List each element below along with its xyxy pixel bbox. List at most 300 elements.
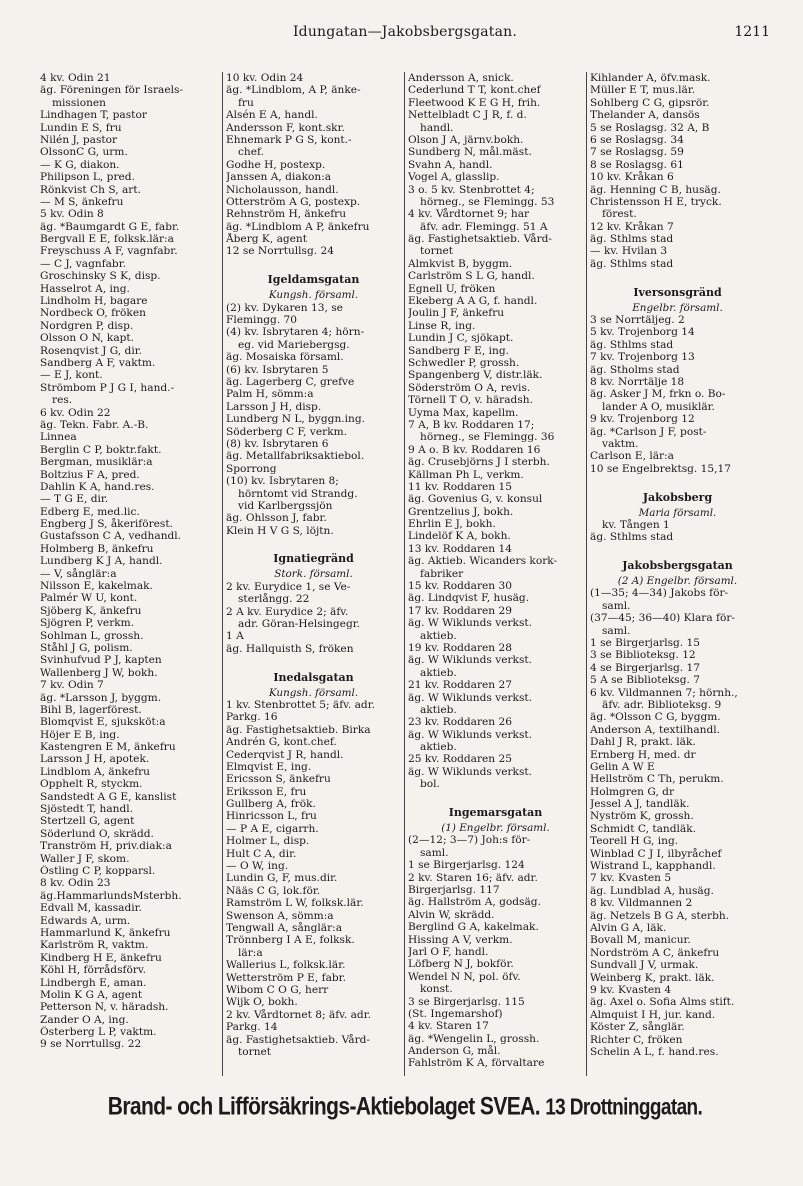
directory-entry: — T G E, dir. bbox=[40, 493, 109, 506]
directory-entry: 7 A, B kv. Roddaren 17; bbox=[408, 418, 535, 431]
directory-entry: (8) kv. Isbrytaren 6 bbox=[226, 437, 329, 450]
directory-entry: Sohlberg C G, gipsrör. bbox=[590, 96, 710, 109]
directory-entry: eg. vid Mariebergsg. bbox=[238, 338, 350, 351]
directory-entry: Kastengren E M, änkefru bbox=[40, 741, 176, 754]
directory-entry: 11 kv. Roddaren 15 bbox=[408, 480, 512, 493]
directory-entry: tornet bbox=[238, 1045, 272, 1058]
directory-column-4 bbox=[586, 72, 768, 1076]
directory-entry: Holmberg B, änkefru bbox=[40, 542, 154, 555]
directory-entry: (2 A) Engelbr. församl. bbox=[617, 575, 738, 588]
directory-entry: Karlström R, vaktm. bbox=[40, 939, 149, 952]
directory-entry: Waller J F, skom. bbox=[40, 852, 130, 865]
directory-entry: Jarl O F, handl. bbox=[408, 945, 489, 958]
directory-entry: Gullberg A, frök. bbox=[226, 798, 316, 811]
directory-entry: Boltzius F A, pred. bbox=[40, 468, 140, 481]
directory-entry: Ernberg H, med. dr bbox=[590, 748, 696, 761]
directory-entry: Fleetwood K E G H, frih. bbox=[408, 96, 541, 109]
directory-entry: hörneg., se Flemingg. 36 bbox=[420, 431, 555, 444]
directory-entry: Cederqvist J R, handl. bbox=[226, 748, 344, 761]
directory-entry: Sandberg A F, vaktm. bbox=[40, 356, 156, 369]
directory-entry bbox=[226, 258, 401, 270]
directory-entry: — E J, kont. bbox=[40, 369, 103, 382]
directory-entry: 1 se Birgerjarlsg. 124 bbox=[408, 859, 525, 872]
directory-entry: 10 kv. Odin 24 bbox=[226, 72, 304, 84]
directory-entry bbox=[590, 475, 765, 487]
directory-entry: Svinhufvud P J, kapten bbox=[40, 654, 162, 667]
directory-entry: Wistrand L, kapphandl. bbox=[590, 860, 716, 873]
directory-entry: 21 kv. Roddaren 27 bbox=[408, 679, 512, 692]
directory-entry: Sjöstedt T, handl. bbox=[40, 803, 134, 816]
directory-entry: Nyström K, grossh. bbox=[590, 810, 694, 823]
directory-entry: äg. *Carlson J F, post- bbox=[590, 425, 707, 438]
directory-entry: Jakobsbergsgatan bbox=[622, 559, 733, 573]
directory-entry: Groschinsky S K, disp. bbox=[40, 270, 161, 283]
directory-entry: Klein H V G S, löjtn. bbox=[226, 524, 334, 537]
directory-entry bbox=[590, 544, 765, 556]
directory-entry: Egnell U, fröken bbox=[408, 282, 496, 295]
directory-entry: fru bbox=[238, 96, 254, 109]
directory-entry: Blomqvist E, sjuksköt:a bbox=[40, 716, 166, 729]
directory-entry: Wetterström P E, fabr. bbox=[226, 971, 346, 984]
directory-entry: Bovall M, manicur. bbox=[590, 934, 691, 947]
directory-entry: Andrén G, kont.chef. bbox=[226, 736, 337, 749]
directory-entry: 9 kv. Trojenborg 12 bbox=[590, 413, 695, 426]
directory-entry: Törnell T O, v. häradsh. bbox=[408, 394, 533, 407]
directory-entry: Schwedler P, grossh. bbox=[408, 356, 520, 369]
directory-entry: Berglind G A, kakelmak. bbox=[408, 921, 539, 934]
directory-entry: Jakobsberg bbox=[642, 490, 713, 504]
directory-entry: Engelbr. församl. bbox=[632, 301, 723, 314]
directory-entry: hörneg., se Flemingg. 53 bbox=[420, 195, 555, 208]
directory-entry: Sjöberg K, änkefru bbox=[40, 604, 142, 617]
directory-entry: 13 kv. Roddaren 14 bbox=[408, 542, 512, 555]
directory-entry: Lundin J C, sjökapt. bbox=[408, 332, 514, 345]
directory-entry: Källman Ph L, verkm. bbox=[408, 468, 524, 481]
directory-entry: Edwards A, urm. bbox=[40, 914, 131, 927]
directory-entry: Anderson A, textilhandl. bbox=[590, 723, 721, 736]
directory-entry: 3 se Biblioteksg. 12 bbox=[590, 649, 696, 662]
directory-entry: fabriker bbox=[420, 567, 464, 580]
directory-entry: Lundin E S, fru bbox=[40, 121, 122, 134]
directory-entry: Ingemarsgatan bbox=[448, 806, 543, 820]
directory-entry: Wibom C O G, herr bbox=[226, 983, 329, 996]
directory-entry: äg. *Lindblom, A P, änke- bbox=[226, 84, 361, 97]
directory-entry: äg. Axel o. Sofia Alms stift. bbox=[590, 996, 735, 1009]
directory-entry: res. bbox=[52, 394, 73, 407]
page-title: Idungatan—Jakobsbergsgatan. bbox=[292, 24, 518, 40]
directory-entry: konst. bbox=[420, 983, 453, 996]
directory-entry: äfv. adr. Flemingg. 51 A bbox=[420, 220, 548, 233]
directory-entry: äg. Hallquisth S, fröken bbox=[226, 642, 354, 655]
directory-entry: Parkg. 16 bbox=[226, 711, 278, 724]
directory-entry: aktieb. bbox=[420, 741, 457, 754]
directory-entry: — P A E, cigarrh. bbox=[226, 822, 319, 835]
directory-entry: Köhl H, förrådsförv. bbox=[40, 964, 146, 977]
directory-entry: äg. Stholms stad bbox=[590, 363, 680, 376]
directory-entry: Bergvall E E, folksk.lär:a bbox=[40, 233, 174, 246]
directory-entry: 2 A kv. Eurydice 2; äfv. bbox=[226, 605, 349, 618]
directory-entry: lär:a bbox=[238, 946, 263, 959]
directory-entry: 4 kv. Vårdtornet 9; har bbox=[408, 208, 530, 221]
directory-entry: Igeldamsgatan bbox=[267, 273, 360, 287]
directory-entry: — kv. Hvilan 3 bbox=[590, 245, 668, 258]
directory-entry: 15 kv. Roddaren 30 bbox=[408, 580, 512, 593]
directory-entry: vid Karlbergssjön bbox=[238, 499, 333, 512]
directory-entry: Swenson A, sömm:a bbox=[226, 909, 334, 922]
directory-entry: Joulin J F, änkefru bbox=[408, 307, 505, 320]
directory-entry: Elmqvist E, ing. bbox=[226, 760, 312, 773]
directory-entry: Söderlund O, skrädd. bbox=[40, 827, 154, 840]
directory-entry: äg. Fastighetsaktieb. Birka bbox=[226, 723, 371, 736]
directory-entry: Nilén J, pastor bbox=[40, 133, 118, 146]
directory-entry: Janssen A, diakon:a bbox=[226, 171, 332, 184]
directory-entry: Söderberg C F, verkm. bbox=[226, 425, 348, 438]
directory-entry: äg. Sthlms stad bbox=[590, 257, 674, 270]
directory-entry: Bihl B, lagerförest. bbox=[40, 703, 142, 716]
directory-entry: (10) kv. Isbrytaren 8; bbox=[226, 475, 339, 488]
directory-entry: 7 kv. Kvasten 5 bbox=[590, 872, 672, 885]
directory-entry: Berglin C P, boktr.fakt. bbox=[40, 443, 162, 456]
directory-entry: Wallenberg J W, bokh. bbox=[40, 666, 158, 679]
directory-entry: Sundberg N, mål.mäst. bbox=[408, 146, 532, 159]
directory-entry: Schmidt C, tandläk. bbox=[590, 822, 696, 835]
directory-entry: Åberg K, agent bbox=[226, 233, 308, 246]
directory-entry: Andersson A, snick. bbox=[408, 72, 514, 84]
directory-entry: Maria församl. bbox=[638, 506, 717, 519]
directory-entry: chef. bbox=[238, 146, 264, 159]
directory-entry: Petterson N, v. häradsh. bbox=[40, 1001, 169, 1014]
directory-entry: Hissing A V, verkm. bbox=[408, 933, 513, 946]
directory-entry: Holmgren G, dr bbox=[590, 785, 675, 798]
directory-entry: Andersson F, kont.skr. bbox=[226, 121, 345, 134]
directory-entry: 3 se Norrtäljeg. 2 bbox=[590, 314, 685, 327]
directory-entry: 2 kv. Vårdtornet 8; äfv. adr. bbox=[226, 1008, 371, 1021]
directory-entry: Müller E T, mus.lär. bbox=[590, 84, 696, 97]
directory-entry: aktieb. bbox=[420, 629, 457, 642]
directory-entry: Tranström H, priv.diak:a bbox=[40, 840, 172, 853]
directory-entry: — K G, diakon. bbox=[40, 158, 120, 171]
directory-entry: äg. W Wiklunds verkst. bbox=[408, 765, 533, 778]
directory-entry: Weinberg K, prakt. läk. bbox=[590, 971, 715, 984]
directory-entry: 12 se Norrtullsg. 24 bbox=[226, 245, 334, 258]
directory-entry: Lindbergh E, aman. bbox=[40, 976, 147, 989]
directory-entry: Carlson E, lär:a bbox=[590, 450, 674, 463]
directory-entry: Stertzell G, agent bbox=[40, 815, 135, 828]
directory-entry: Nicholausson, handl. bbox=[226, 183, 339, 196]
directory-entry: 8 se Roslagsg. 61 bbox=[590, 158, 684, 171]
directory-entry: Österberg L P, vaktm. bbox=[40, 1026, 157, 1039]
directory-entry: 3 o. 5 kv. Stenbrottet 4; bbox=[408, 183, 535, 196]
footer-company: Brand- och Lifförsäkrings-Aktiebolaget SVEA. bbox=[107, 1093, 540, 1121]
directory-entry: äg. Lundblad A, husäg. bbox=[590, 884, 714, 897]
directory-entry: (6) kv. Isbrytaren 5 bbox=[226, 363, 329, 376]
directory-entry: Lindhagen T, pastor bbox=[40, 109, 147, 122]
directory-entry: Löfberg N J, bokför. bbox=[408, 958, 514, 971]
directory-entry: 9 se Norrtullsg. 22 bbox=[40, 1038, 142, 1051]
directory-entry: missionen bbox=[52, 96, 106, 109]
directory-entry bbox=[226, 655, 401, 667]
directory-entry: Vogel A, glasslip. bbox=[408, 171, 500, 184]
directory-entry: Wallerius L, folksk.lär. bbox=[226, 959, 346, 972]
directory-entry: Lindblom A, änkefru bbox=[40, 765, 151, 778]
directory-entry: äg. Crusebjörns J I sterbh. bbox=[408, 456, 550, 469]
directory-entry: 5 se Roslagsg. 32 A, B bbox=[590, 121, 710, 134]
directory-entry: Hasselrot A, ing. bbox=[40, 282, 130, 295]
directory-entry: Molin K G A, agent bbox=[40, 988, 143, 1001]
directory-entry: lander A O, musiklär. bbox=[602, 400, 715, 413]
directory-entry: äg. Henning C B, husäg. bbox=[590, 183, 721, 196]
directory-entry: Stork. församl. bbox=[274, 568, 353, 581]
directory-entry: sterlångg. 22 bbox=[238, 593, 310, 606]
directory-entry: Anderson G, mål. bbox=[408, 1045, 501, 1058]
directory-entry: 7 kv. Odin 7 bbox=[40, 679, 104, 692]
directory-entry: Wijk O, bokh. bbox=[226, 996, 298, 1009]
directory-entry: Strömbom P J G I, hand.- bbox=[40, 381, 175, 394]
directory-entry: 19 kv. Roddaren 28 bbox=[408, 641, 512, 654]
directory-entry: äg. Lagerberg C, grefve bbox=[226, 375, 355, 388]
directory-entry: Larsson J H, disp. bbox=[226, 400, 322, 413]
directory-entry: 8 kv. Odin 23 bbox=[40, 877, 111, 890]
directory-entry: Almkvist B, byggm. bbox=[408, 257, 513, 270]
directory-entry: 5 kv. Odin 8 bbox=[40, 208, 104, 221]
directory-entry: Wendel N N, pol. öfv. bbox=[408, 970, 521, 983]
page-number: 1211 bbox=[734, 24, 770, 40]
directory-entry: Gustafsson C A, vedhandl. bbox=[40, 530, 182, 543]
directory-entry: 4 se Birgerjarlsg. 17 bbox=[590, 661, 701, 674]
directory-entry: Lundberg K J A, handl. bbox=[40, 555, 163, 568]
directory-entry: äg. W Wiklunds verkst. bbox=[408, 728, 533, 741]
directory-entry: — C J, vagnfabr. bbox=[40, 257, 126, 270]
directory-entry: Kungsh. församl. bbox=[268, 686, 359, 699]
directory-entry: — V, sånglär:a bbox=[40, 567, 117, 580]
directory-entry: Birgerjarlsg. 117 bbox=[408, 884, 500, 896]
directory-entry: Iversonsgränd bbox=[633, 285, 722, 299]
directory-entry: Richter C, fröken bbox=[590, 1033, 683, 1046]
directory-entry: äg. Fastighetsaktieb. Vård- bbox=[226, 1033, 371, 1046]
directory-entry: Flemingg. 70 bbox=[226, 314, 298, 327]
directory-entry: Inedalsgatan bbox=[273, 670, 354, 684]
directory-entry: (1) Engelbr. församl. bbox=[441, 822, 550, 835]
directory-entry: Lindholm H, bagare bbox=[40, 295, 148, 308]
directory-entry: 4 kv. Odin 21 bbox=[40, 72, 111, 84]
directory-entry: 23 kv. Roddaren 26 bbox=[408, 716, 512, 729]
directory-entry: äg. Govenius G, v. konsul bbox=[408, 493, 543, 506]
directory-entry: äg. *Wengelin L, grossh. bbox=[408, 1032, 540, 1045]
directory-entry: Winblad C J I, ilbyråchef bbox=[590, 847, 722, 860]
directory-entry: hörntomt vid Strandg. bbox=[238, 487, 358, 500]
directory-entry: Zander O A, ing. bbox=[40, 1013, 129, 1026]
directory-entry: äfv. adr. Biblioteksg. 9 bbox=[602, 698, 722, 711]
directory-entry: handl. bbox=[420, 121, 454, 134]
directory-entry: Otterström A G, postexp. bbox=[226, 195, 361, 208]
directory-entry: Ehrlin E J, bokh. bbox=[408, 518, 496, 531]
directory-entry: äg. W Wiklunds verkst. bbox=[408, 617, 533, 630]
directory-entry: Lundin G, F, mus.dir. bbox=[226, 872, 338, 885]
directory-entry: Hinricsson L, fru bbox=[226, 810, 317, 823]
directory-entry: Godhe H, postexp. bbox=[226, 158, 326, 171]
directory-entry: 7 se Roslagsg. 59 bbox=[590, 146, 684, 159]
directory-entry: Almquist I H, jur. kand. bbox=[590, 1008, 716, 1021]
directory-entry: Hellström C Th, perukm. bbox=[590, 773, 724, 786]
directory-entry bbox=[408, 791, 583, 803]
directory-entry: Ignatiegränd bbox=[273, 552, 354, 566]
directory-entry: Linnea bbox=[40, 431, 77, 444]
directory-entry: äg. *Baumgardt G E, fabr. bbox=[40, 220, 180, 233]
directory-entry: äg. Sthlms stad bbox=[590, 531, 674, 544]
directory-entry: Larsson J H, apotek. bbox=[40, 753, 150, 766]
directory-entry: Nordbeck O, fröken bbox=[40, 307, 146, 320]
directory-entry: Freyschuss A F, vagnfabr. bbox=[40, 245, 178, 258]
directory-entry: Thelander A, dansös bbox=[590, 109, 700, 122]
directory-entry: Östling C P, kopparsl. bbox=[40, 865, 156, 877]
directory-entry: äg. Netzels B G A, sterbh. bbox=[590, 909, 730, 922]
directory-entry: äg. Sthlms stad bbox=[590, 338, 674, 351]
directory-entry: Hammarlund K, änkefru bbox=[40, 926, 171, 939]
directory-entry: Sjögren P, verkm. bbox=[40, 617, 135, 630]
directory-entry: Ramström L W, folksk.lär. bbox=[226, 897, 364, 910]
directory-entry: Teorell H G, ing. bbox=[590, 835, 679, 848]
directory-entry: Lindelöf K A, bokh. bbox=[408, 530, 511, 543]
directory-entry: äg.HammarlundsMsterbh. bbox=[40, 889, 182, 902]
directory-entry: äg. Hallström A, godsäg. bbox=[408, 896, 541, 909]
directory-entry: äg. Mosaiska församl. bbox=[226, 351, 344, 364]
directory-entry bbox=[226, 537, 401, 549]
directory-entry: Olson J A, järnv.bokh. bbox=[408, 133, 524, 146]
directory-entry: Höjer E B, ing. bbox=[40, 728, 120, 741]
directory-entry: Alvin G A, läk. bbox=[590, 922, 667, 934]
directory-entry: 8 kv. Vildmannen 2 bbox=[590, 897, 693, 910]
directory-entry: Söderström O A, revis. bbox=[408, 381, 531, 394]
directory-entry: Tengwall A, sånglär:a bbox=[226, 922, 343, 934]
directory-entry: äg. Fastighetsaktieb. Vård- bbox=[408, 233, 553, 246]
advertisement-footer bbox=[40, 1093, 770, 1129]
directory-entry: 5 kv. Trojenborg 14 bbox=[590, 326, 695, 339]
directory-entry: äg. Sthlms stad bbox=[590, 233, 674, 246]
directory-entry: Philipson L, pred. bbox=[40, 171, 135, 184]
directory-entry: 10 kv. Kråkan 6 bbox=[590, 171, 674, 184]
directory-entry: kv. Tången 1 bbox=[602, 518, 670, 531]
directory-entry: Christensson H E, tryck. bbox=[590, 195, 722, 208]
directory-entry: Carlström S L G, handl. bbox=[408, 270, 535, 283]
directory-entry: Sporrong bbox=[226, 462, 277, 475]
directory-entry: Kungsh. församl. bbox=[268, 289, 359, 302]
directory-entry: Alsén E A, handl. bbox=[226, 109, 318, 122]
directory-entry: — M S, änkefru bbox=[40, 195, 124, 208]
directory-entry: 25 kv. Roddaren 25 bbox=[408, 753, 512, 766]
directory-entry: 6 se Roslagsg. 34 bbox=[590, 133, 684, 146]
directory-entry: 8 kv. Norrtälje 18 bbox=[590, 375, 685, 388]
directory-entry: Nääs C G, lok.för. bbox=[226, 884, 321, 897]
directory-entry: Nordgren P, disp. bbox=[40, 319, 134, 332]
directory-entry: 6 kv. Vildmannen 7; hörnh., bbox=[590, 686, 738, 699]
directory-entry: adr. Göran-Helsingegr. bbox=[238, 618, 360, 631]
directory-entry: 1 se Birgerjarlsg. 15 bbox=[590, 637, 701, 650]
directory-entry: äg. Metallfabriksaktiebol. bbox=[226, 450, 365, 463]
directory-entry: Cederlund T T, kont.chef bbox=[408, 84, 541, 97]
directory-entry: tornet bbox=[420, 245, 454, 258]
directory-entry: äg. W Wiklunds verkst. bbox=[408, 691, 533, 704]
directory-entry: (4) kv. Isbrytaren 4; hörn- bbox=[226, 326, 365, 339]
directory-entry: äg. Ohlsson J, fabr. bbox=[226, 512, 327, 525]
directory-entry: 17 kv. Roddaren 29 bbox=[408, 604, 512, 617]
directory-entry: förest. bbox=[602, 208, 637, 221]
directory-entry: 4 kv. Staren 17 bbox=[408, 1020, 489, 1033]
directory-entry: Ericsson S, änkefru bbox=[226, 773, 331, 786]
page-header bbox=[40, 22, 770, 46]
directory-entry: Schelin A L, f. hand.res. bbox=[590, 1045, 719, 1058]
directory-entry: Palmér W U, kont. bbox=[40, 592, 138, 605]
directory-entry: 1 A bbox=[226, 630, 244, 643]
directory-entry: Trönnberg I A E, folksk. bbox=[226, 934, 355, 947]
directory-entry: Rehnström H, änkefru bbox=[226, 208, 347, 221]
directory-entry: (St. Ingemarshof) bbox=[408, 1007, 503, 1020]
directory-entry: Dahl J R, prakt. läk. bbox=[590, 736, 696, 749]
directory-entry: 9 A o. B kv. Roddaren 16 bbox=[408, 443, 541, 456]
directory-entry: 7 kv. Trojenborg 13 bbox=[590, 351, 695, 364]
directory-entry: 6 kv. Odin 22 bbox=[40, 406, 111, 419]
directory-entry: äg. *Larsson J, byggm. bbox=[40, 691, 162, 704]
directory-entry: Jessel A J, tandläk. bbox=[590, 798, 690, 811]
directory-entry: Parkg. 14 bbox=[226, 1021, 278, 1034]
directory-entry: 3 se Birgerjarlsg. 115 bbox=[408, 995, 525, 1008]
directory-entry: OlssonC G, urm. bbox=[40, 146, 128, 159]
directory-entry: saml. bbox=[420, 846, 449, 859]
directory-entry: Dahlin K A, hand.res. bbox=[40, 480, 155, 493]
directory-entry: 10 se Engelbrektsg. 15,17 bbox=[590, 462, 731, 475]
directory-entry: (37—45; 36—40) Klara för- bbox=[590, 612, 735, 625]
directory-column-2 bbox=[222, 72, 404, 1076]
directory-entry: äg. *Olsson C G, byggm. bbox=[590, 711, 721, 724]
directory-entry: Uyma Max, kapellm. bbox=[408, 406, 519, 419]
directory-entry: äg. Lindqvist F, husäg. bbox=[408, 592, 530, 605]
directory-entry: Rönkvist Ch S, art. bbox=[40, 183, 141, 196]
directory-entry: Grentzelius J, bokh. bbox=[408, 505, 514, 518]
directory-entry: 5 A se Biblioteksg. 7 bbox=[590, 674, 700, 687]
directory-entry: Fahlström K A, förvaltare bbox=[408, 1057, 545, 1070]
directory-entry: 1 kv. Stenbrottet 5; äfv. adr. bbox=[226, 698, 375, 711]
directory-column-3 bbox=[404, 72, 586, 1076]
directory-entry bbox=[590, 270, 765, 282]
directory-entry: Kihlander A, öfv.mask. bbox=[590, 72, 711, 84]
directory-entry: Linse R, ing. bbox=[408, 319, 476, 332]
directory-entry: Alvin W, skrädd. bbox=[408, 908, 495, 921]
directory-entry: Edberg E, med.lic. bbox=[40, 505, 140, 518]
directory-column-1 bbox=[40, 72, 222, 1076]
directory-entry: vaktm. bbox=[602, 437, 639, 450]
directory-entry: Ståhl J G, polism. bbox=[40, 641, 133, 654]
directory-entry: saml. bbox=[602, 599, 631, 612]
directory-entry: — O W, ing. bbox=[226, 860, 289, 873]
directory-entry: Eriksson E, fru bbox=[226, 785, 307, 798]
directory-entry: 9 kv. Kvasten 4 bbox=[590, 983, 672, 996]
directory-entry: Opphelt R, styckm. bbox=[40, 778, 143, 791]
directory-entry: 2 kv. Eurydice 1, se Ve- bbox=[226, 580, 351, 593]
directory-entry: Svahn A, handl. bbox=[408, 158, 493, 171]
directory-entry: Hult C A, dir. bbox=[226, 847, 297, 860]
directory-entry: Bergman, musiklär:a bbox=[40, 456, 153, 469]
directory-entry: 12 kv. Kråkan 7 bbox=[590, 220, 674, 233]
directory-entry: Rosenqvist J G, dir. bbox=[40, 344, 142, 357]
directory-page bbox=[40, 22, 770, 1172]
directory-entry: Sandstedt A G E, kanslist bbox=[40, 790, 177, 803]
directory-entry: Nilsson E, kakelmak. bbox=[40, 580, 153, 593]
directory-entry: Ehnemark P G S, kont.- bbox=[226, 133, 352, 146]
directory-entry: Sandberg F E, ing. bbox=[408, 344, 509, 357]
directory-entry: Palm H, sömm:a bbox=[226, 388, 314, 401]
directory-entry: Gelin A W E bbox=[590, 760, 655, 773]
directory-entry: 2 kv. Staren 16; äfv. adr. bbox=[408, 871, 538, 884]
directory-entry: aktieb. bbox=[420, 666, 457, 679]
